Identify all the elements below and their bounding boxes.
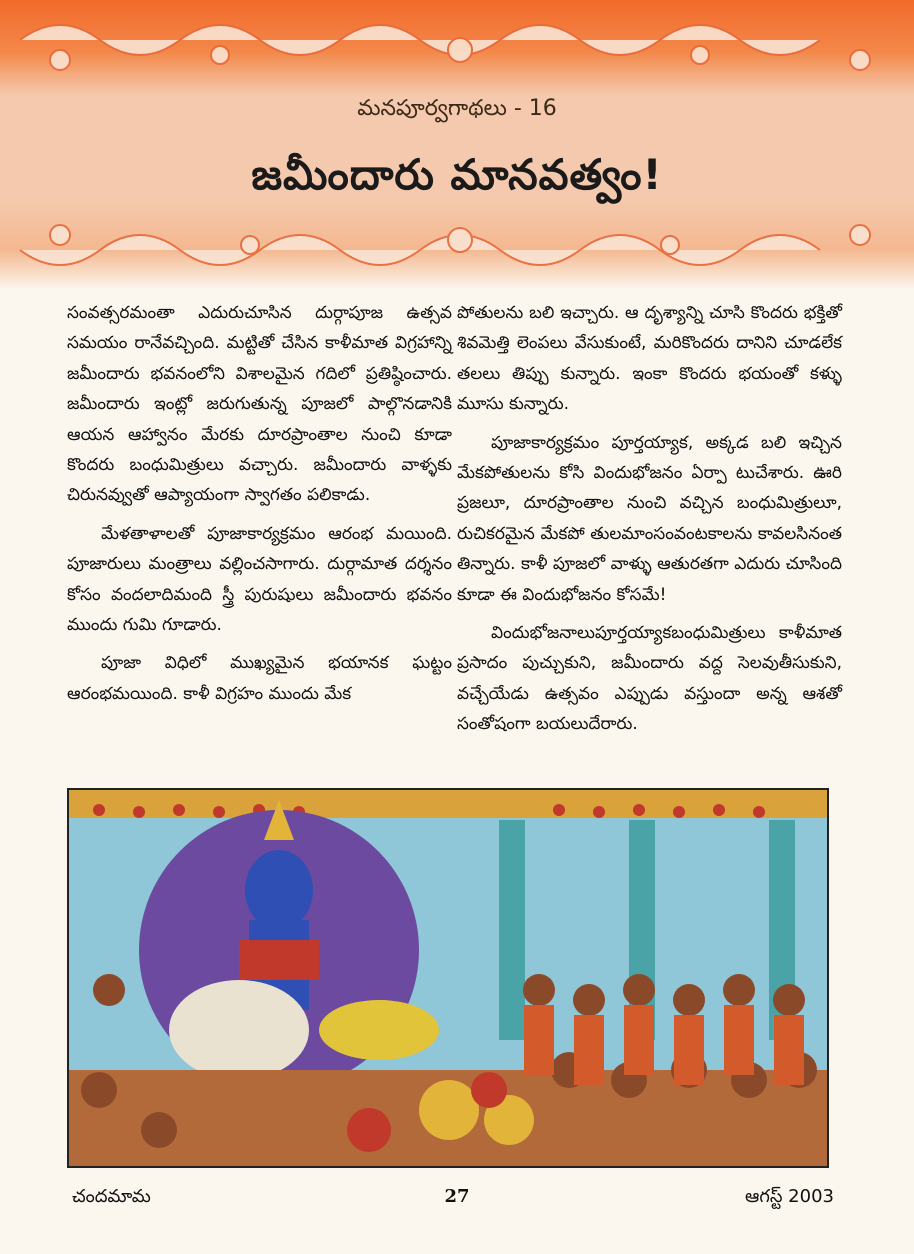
- header-banner: [0, 0, 914, 290]
- series-label: మనపూర్వగాథలు - 16: [357, 96, 557, 121]
- paragraph: విందుభోజనాలుపూర్తయ్యాకబంధుమిత్రులు కాళీమాత ప్రసాదం పుచ్చుకుని, జమీందారు వద్ద సెలవుతీసుకుని, వచ్చేయేడు ఉత్సవం ఎప్పుడు వస్తుందా అన్న ఆశతో సంతోషంగా బయలుదేరారు.: [457, 623, 842, 735]
- issue-date: ఆగస్ట్ 2003: [744, 1186, 834, 1207]
- paragraph: పూజా విధిలో ముఖ్యమైన భయానక ఘట్టం ఆరంభమయింది. కాళీ విగ్రహం ముందు మేక: [67, 653, 452, 704]
- text-column-right: [457, 298, 842, 748]
- text-column-left: [67, 298, 452, 717]
- illustration-scene-icon: [69, 790, 827, 1166]
- ornamental-scroll-icon: [0, 0, 914, 290]
- paragraph: పోతులను బలి ఇచ్చారు. ఆ దృశ్యాన్ని చూసి కొందరు భక్తితో శివమెత్తి లెంపలు వేసుకుంటే, మరికొందరు దానిని చూడలేక తలలు తిప్పు కున్నారు. ఇంకా కొందరు భయంతో కళ్ళు మూసు కున్నారు.: [457, 303, 842, 415]
- paragraph: సంవత్సరమంతా ఎదురుచూసిన దుర్గాపూజ ఉత్సవ సమయం రానేవచ్చింది. మట్టితో చేసిన కాళీమాత విగ్రహాన్ని జమీందారు భవనంలోని విశాలమైన గదిలో ప్రతిష్ఠించారు. జమీందారు ఇంట్లో జరుగుతున్న పూజలో పాల్గొనడానికి ఆయన ఆహ్వానం మేరకు దూరప్రాంతాల నుంచి కూడా కొందరు బంధుమిత్రులు వచ్చారు. జమీందారు వాళ్ళకు చిరునవ్వుతో ఆప్యాయంగా స్వాగతం పలికాడు.: [67, 303, 452, 506]
- page-title: జమీందారు మానవత్వం!: [251, 150, 663, 199]
- illustration-kali-puja: [67, 788, 829, 1168]
- paragraph: మేళతాళాలతో పూజాకార్యక్రమం ఆరంభ మయింది. పూజారులు మంత్రాలు వల్లించసాగారు. దుర్గామాత దర్శనం కోసం వందలాదిమంది స్త్రీ పురుషులు జమీందారు భవనం ముందు గుమి గూడారు.: [67, 523, 452, 636]
- paragraph: పూజాకార్యక్రమం పూర్తయ్యాక, అక్కడ బలి ఇచ్చిన మేకపోతులను కోసి విందుభోజనం ఏర్పా టుచేశారు. ఊరి ప్రజలూ, దూరప్రాంతాల నుంచి వచ్చిన బంధుమిత్రులూ, రుచికరమైన మేకపో తులమాంసంవంటకాలను కావలసినంత తిన్నారు. కాళీ పూజలో వాళ్ళు ఆతురతగా ఎదురు చూసింది కూడా ఈ విందుభోజనం కోసమే!: [457, 432, 842, 605]
- page-number: 27: [444, 1186, 470, 1207]
- magazine-name: చందమామ: [72, 1186, 151, 1207]
